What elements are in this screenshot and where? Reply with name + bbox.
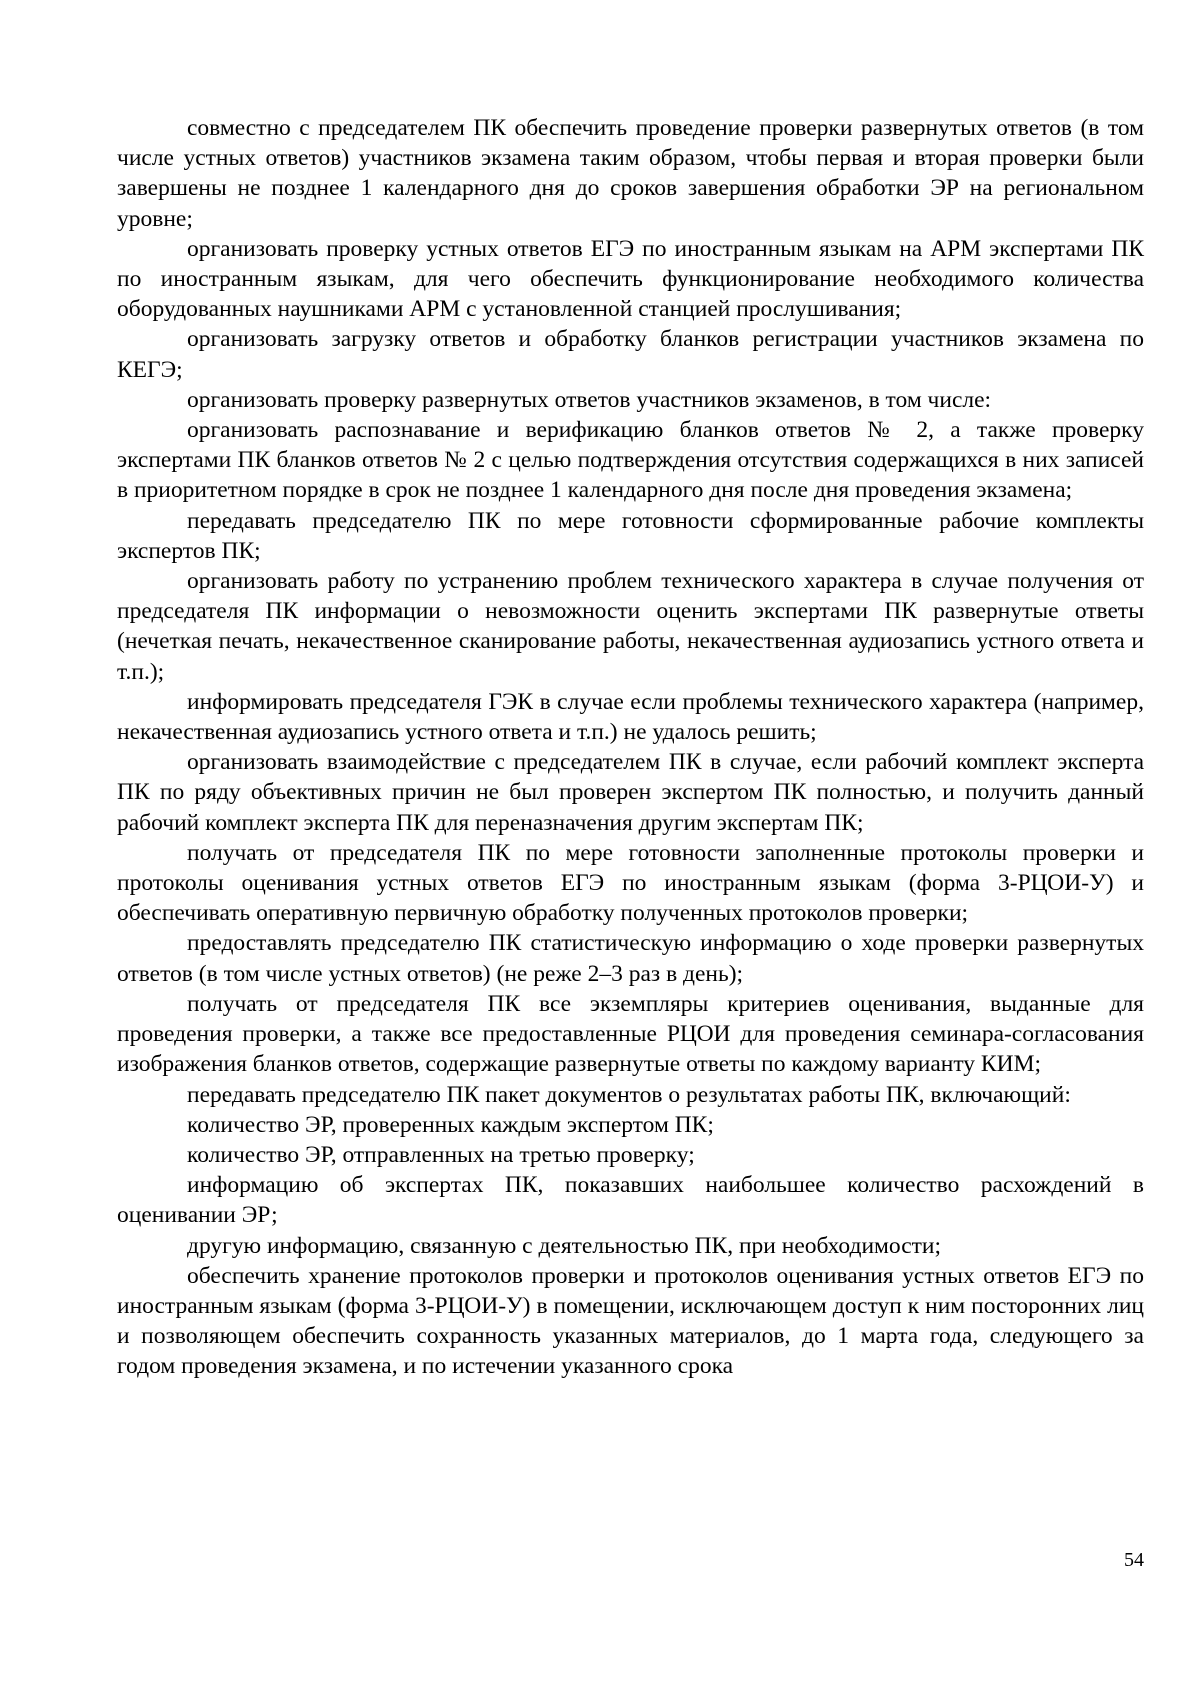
paragraph-3: организовать загрузку ответов и обработку бланков регистрации участников экзамена по КЕГЭ; (117, 326, 1144, 383)
list-item-1: количество ЭР, проверенных каждым экспертом ПК; (187, 1111, 714, 1138)
page-number: 54 (1124, 1549, 1144, 1571)
paragraph-1: совместно с председателем ПК обеспечить проведение проверки развернутых ответов (в том числе устных ответов) участников экзамена таким образом, чтобы первая и вторая проверки были завершены не позднее 1 календарного дня до сроков завершения обработки ЭР на региональном уровне; (117, 115, 1144, 232)
paragraph-6: передавать председателю ПК по мере готовности сформированные рабочие комплекты экспертов ПК; (117, 507, 1144, 564)
paragraph-12: получать от председателя ПК все экземпляры критериев оценивания, выданные для проведения проверки, а также все предоставленные РЦОИ для проведения семинара-согласования изображения бланков ответов, содержащие развернутые ответы по каждому варианту КИМ; (117, 990, 1144, 1078)
paragraph-7: организовать работу по устранению проблем технического характера в случае получения от председателя ПК информации о невозможности оценить экспертами ПК развернутые ответы (нечеткая печать, некачественное сканирование работы, некачественная аудиозапись устного ответа и т.п.); (117, 568, 1144, 685)
list-item-4: другую информацию, связанную с деятельностью ПК, при необходимости; (187, 1232, 942, 1259)
paragraph-4: организовать проверку развернутых ответов участников экзаменов, в том числе: (187, 386, 992, 413)
paragraph-5: организовать распознавание и верификацию бланков ответов № 2, а также проверку экспертами ПК бланков ответов № 2 с целью подтверждения отсутствия содержащихся в них записей в приоритетном порядке в срок не позднее 1 календарного дня после дня проведения экзамена; (117, 417, 1144, 504)
paragraph-13: передавать председателю ПК пакет документов о результатах работы ПК, включающий: (187, 1081, 1071, 1108)
paragraph-11: предоставлять председателю ПК статистическую информацию о ходе проверки развернутых ответов (в том числе устных ответов) (не реже 2–3 раз в день); (117, 930, 1144, 987)
paragraph-2: организовать проверку устных ответов ЕГЭ по иностранным языкам на АРМ экспертами ПК по иностранным языкам, для чего обеспечить функционирование необходимого количества оборудованных наушниками АРМ с установленной станцией прослушивания; (117, 235, 1144, 323)
paragraph-10: получать от председателя ПК по мере готовности заполненные протоколы проверки и протоколы оценивания устных ответов ЕГЭ по иностранным языкам (форма 3-РЦОИ-У) и обеспечивать оперативную первичную обработку полученных протоколов проверки; (117, 839, 1144, 927)
list-item-3: информацию об экспертах ПК, показавших наибольшее количество расхождений в оценивании ЭР; (117, 1172, 1144, 1229)
document-body (117, 113, 1144, 1382)
paragraph-9: организовать взаимодействие с председателем ПК в случае, если рабочий комплект эксперта ПК по ряду объективных причин не был проверен экспертом ПК полностью, и получить данный рабочий комплект эксперта ПК для переназначения другим экспертам ПК; (117, 749, 1144, 836)
list-item-2: количество ЭР, отправленных на третью проверку; (187, 1141, 695, 1168)
paragraph-8: информировать председателя ГЭК в случае если проблемы технического характера (например, некачественная аудиозапись устного ответа и т.п.) не удалось решить; (117, 688, 1144, 746)
final-paragraph: обеспечить хранение протоколов проверки и протоколов оценивания устных ответов ЕГЭ по иностранным языкам (форма 3-РЦОИ-У) в помещении, исключающем доступ к ним посторонних лиц и позволяющем обеспечить сохранность указанных материалов, до 1 марта года, следующего за годом проведения экзамена, и по истечении указанного срока (117, 1262, 1144, 1380)
